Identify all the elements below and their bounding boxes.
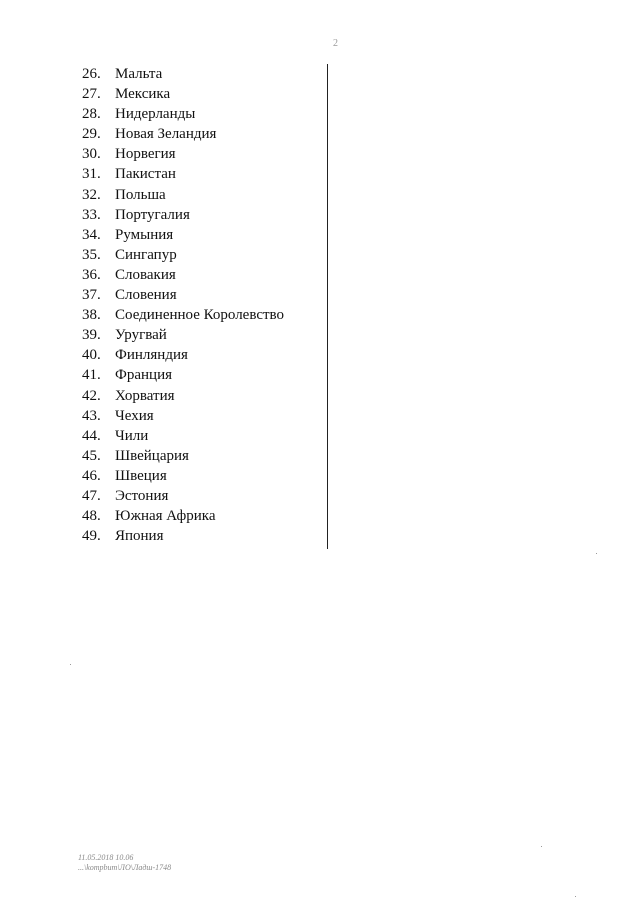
list-item-number: 46. [82,467,101,484]
list-item-country: Соединенное Королевство [115,307,285,324]
list-item-country: Чили [115,427,149,444]
list-item-number: 47. [82,487,101,504]
list-item-country: Польша [115,186,166,203]
list-item-number: 34. [82,226,101,243]
list-item [82,486,284,506]
list-item-number: 32. [82,186,101,203]
list-item [82,386,284,406]
list-item-number: 44. [82,427,101,444]
list-item-number: 40. [82,347,101,364]
list-item-country: Уругвай [115,327,167,344]
list-item-country: Южная Африка [115,508,216,525]
list-item-country: Эстония [115,487,169,504]
list-item [82,225,284,245]
footer-stamp-path: ...\kompbum\ЛО\Ладш-1748 [78,863,172,872]
list-item-number: 36. [82,266,101,283]
list-item-number: 37. [82,287,101,304]
list-item-country: Швеция [115,467,167,484]
list-item-number: 29. [82,126,101,143]
list-item-country: Финляндия [115,347,188,364]
list-item-country: Швейцария [115,447,189,464]
list-item-number: 31. [82,166,101,183]
list-item-country: Хорватия [115,387,175,404]
scan-speck [541,846,542,847]
list-item [82,406,284,426]
list-item-country: Нидерланды [115,106,196,123]
footer-stamp [78,853,171,873]
list-item [82,285,284,305]
list-item-number: 43. [82,407,101,424]
list-item-number: 27. [82,86,101,103]
list-item [82,164,284,184]
list-item [82,526,284,546]
list-item [82,144,284,164]
list-item-country: Норвегия [115,146,176,163]
list-item-country: Пакистан [115,166,176,183]
list-item-number: 42. [82,387,101,404]
scan-speck [596,553,597,554]
list-item [82,506,284,526]
list-item-country: Словения [115,287,177,304]
list-item-number: 33. [82,206,101,223]
list-item [82,265,284,285]
list-item-country: Сингапур [115,246,177,263]
list-item-country: Румыния [115,226,174,243]
list-item [82,426,284,446]
scan-speck [575,896,576,897]
list-item-country: Словакия [115,266,176,283]
list-item-number: 48. [82,508,101,525]
list-item [82,205,284,225]
list-item-number: 45. [82,447,101,464]
list-item [82,325,284,345]
list-item-country: Франция [115,367,172,384]
list-item [82,185,284,205]
list-item-number: 49. [82,528,101,545]
list-item [82,84,284,104]
list-item-number: 39. [82,327,101,344]
list-item-country: Япония [115,528,164,545]
list-item-country: Чехия [115,407,154,424]
list-item [82,245,284,265]
list-item-number: 26. [82,66,101,82]
list-item [82,104,284,124]
list-item [82,124,284,144]
list-item-country: Мальта [115,66,163,82]
list-item-number: 28. [82,106,101,123]
list-item-number: 30. [82,146,101,163]
column-divider-line [327,64,328,549]
country-list [82,64,284,546]
scan-speck [70,664,71,665]
list-item [82,64,284,84]
list-item-country: Новая Зеландия [115,126,217,143]
list-item-country: Мексика [115,86,171,103]
list-item [82,345,284,365]
list-item [82,446,284,466]
list-item [82,365,284,385]
list-item [82,466,284,486]
list-item [82,305,284,325]
page-number: 2 [333,38,338,49]
list-item-number: 41. [82,367,101,384]
list-item-number: 35. [82,246,101,263]
list-item-number: 38. [82,307,101,324]
footer-stamp-date: 11.05.2018 10.06 [78,853,134,862]
list-item-country: Португалия [115,206,190,223]
